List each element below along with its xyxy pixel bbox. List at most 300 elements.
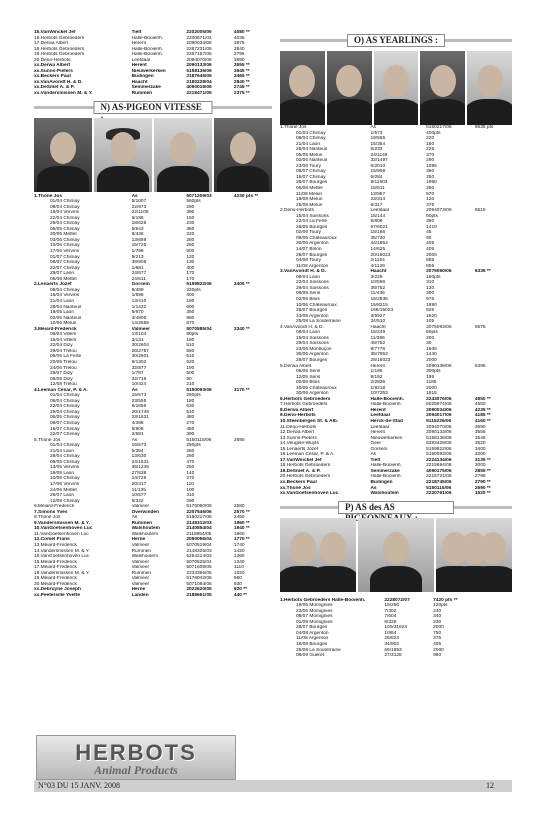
- table-cell: 250: [426, 186, 435, 192]
- table-cell: 08/09 Guéret: [296, 653, 325, 659]
- table-cell: 1770 **: [233, 537, 250, 543]
- table-cell: 260: [186, 243, 195, 249]
- table-cell: [475, 653, 512, 659]
- table-cell: 05/05 Melun: [296, 152, 323, 158]
- table-cell: 280: [186, 237, 195, 243]
- table-cell: 15/8215: [370, 302, 388, 308]
- table-cell: 1860: [233, 531, 245, 537]
- table-cell: 28/07 Bourges: [296, 308, 328, 314]
- table-cell: 2450: [233, 515, 245, 521]
- table-cell: Gorsem: [131, 282, 150, 288]
- table-cell: Valmeer: [131, 581, 150, 587]
- table-cell: 4.VanAvondt H. & D.: [280, 324, 324, 330]
- section-p-banner: [280, 501, 512, 514]
- table-cell: 01/04 Chimay: [50, 199, 80, 205]
- table-cell: 5150093/06: [426, 452, 452, 458]
- table-cell: 5071084/05: [186, 581, 212, 587]
- table-cell: 15.VanWinckel Jef: [34, 30, 76, 35]
- table-cell: 08/04 Chimay: [50, 287, 80, 293]
- table-cell: 30/2601: [131, 354, 149, 360]
- table-cell: 12/08 Chimay: [50, 498, 80, 504]
- table-cell: Leefdaal: [370, 413, 390, 419]
- table-cell: 23/1631: [131, 415, 149, 421]
- table-cell: 20.Herbots Gebroeders: [280, 474, 331, 480]
- table-cell: 30/06 Argenton: [296, 241, 329, 247]
- table-cell: 600: [186, 304, 195, 310]
- table-cell: 08/07 Chimay: [296, 169, 326, 175]
- table-cell: 3/5927: [370, 313, 386, 319]
- table-cell: xx.Beckers Paul: [280, 480, 317, 485]
- group-photo: [280, 518, 356, 592]
- breeder-photo: [327, 51, 372, 125]
- table-cell: 5150217/06: [426, 125, 452, 130]
- table-cell: 960: [233, 576, 242, 582]
- table-cell: 13/104: [131, 332, 147, 338]
- table-cell: Valmeer: [131, 504, 150, 510]
- table-cell: 390: [186, 432, 195, 438]
- table-cell: 400pts: [426, 130, 441, 136]
- table-cell: 450: [186, 426, 195, 432]
- table-cell: 405: [433, 642, 442, 648]
- table-cell: 375: [433, 636, 442, 642]
- table-cell: 10/7353: [370, 391, 388, 397]
- table-cell: 4/398: [131, 420, 144, 426]
- table-cell: 250pts: [186, 443, 201, 449]
- table-cell: Geel: [370, 441, 381, 447]
- table-cell: xx.DeSmet A. & P.: [34, 85, 75, 91]
- table-cell: 570: [426, 191, 435, 197]
- table-cell: 2207546/06: [186, 509, 212, 515]
- table-cell: 20/16023: [370, 252, 391, 258]
- table-cell: 2000: [426, 357, 437, 363]
- table-cell: 5150115/06: [426, 485, 452, 491]
- table-cell: 3/229: [370, 274, 383, 280]
- table-cell: Haacht: [370, 269, 387, 275]
- table-cell: Valmeer: [131, 326, 150, 332]
- table-cell: 290: [426, 158, 435, 164]
- table-cell: 2000: [433, 625, 444, 631]
- table-cell: Herent: [370, 363, 385, 369]
- table-cell: 01/09 Momignies: [296, 619, 333, 625]
- table-cell: 15/573: [131, 393, 147, 399]
- table-cell: As: [131, 387, 138, 393]
- table-cell: 960: [433, 653, 442, 659]
- table-cell: 16/573: [131, 443, 147, 449]
- table-cell: 06/05 Sens: [296, 291, 321, 297]
- table-cell: 18/166: [370, 230, 386, 236]
- table-cell: 80pts: [186, 332, 199, 338]
- table-cell: 3.VanAvondt H. & D.: [280, 269, 326, 275]
- table-cell: 10/06 Châteauroux: [296, 385, 337, 391]
- table-cell: 11/386: [370, 335, 385, 341]
- table-cell: 8/7776: [370, 346, 386, 352]
- table-cell: 9/213: [131, 254, 144, 260]
- table-cell: 14/725: [131, 476, 147, 482]
- table-cell: Valmeer: [131, 565, 150, 571]
- table-cell: 02/06 Nanteuil: [296, 158, 327, 164]
- section-n-photos: [34, 118, 272, 192]
- table-cell: 22/973: [131, 204, 147, 210]
- table-cell: 08/07 Chimay: [50, 420, 80, 426]
- table-cell: 230: [433, 619, 442, 625]
- table-cell: 3/4806: [131, 315, 147, 321]
- table-cell: 01/04 Chimay: [296, 130, 326, 136]
- table-cell: 3400: [474, 446, 486, 452]
- table-cell: 15/04 Vervins: [50, 210, 80, 216]
- table-cell: 5.Thoné Jos: [34, 437, 61, 443]
- table-cell: Semmerzake: [131, 85, 161, 91]
- logo-sub-text: Animal Products: [94, 763, 178, 777]
- table-cell: 03/06 Chimay: [50, 237, 80, 243]
- table-cell: xx.VanAvondt H. & D.: [34, 79, 83, 85]
- group-photo: [436, 518, 512, 592]
- table-cell: 14.Veugelé-Wuyts: [280, 441, 319, 447]
- table-cell: 90: [186, 376, 192, 382]
- table-cell: 15/04 Vervins: [50, 293, 80, 299]
- logo-main-text: HERBOTS: [75, 740, 197, 765]
- table-cell: 6/670: [131, 310, 144, 316]
- table-cell: 01/07 Chimay: [50, 254, 80, 260]
- table-cell: 28/07 Bourges: [296, 357, 328, 363]
- table-cell: 5.Derwa Albert: [280, 363, 312, 369]
- table-cell: 3555: [474, 430, 486, 436]
- table-cell: 38/908: [131, 260, 147, 266]
- table-cell: 5070525/04: [186, 559, 212, 565]
- table-cell: 18/08 Melun: [296, 197, 323, 203]
- table-cell: 360: [186, 226, 195, 232]
- table-cell: 30/2604: [131, 343, 149, 349]
- table-cell: Gorsem: [370, 446, 388, 452]
- table-cell: 2187646/05: [186, 74, 212, 80]
- table-cell: 29/04 Trelou: [50, 348, 77, 354]
- table-cell: 2118954/05: [186, 531, 212, 537]
- table-cell: 2202005/05: [186, 30, 212, 35]
- table-cell: 32/719: [131, 376, 147, 382]
- table-cell: 17/06 Vervins: [50, 249, 80, 255]
- ranking-row: [34, 593, 272, 599]
- table-cell: 08/04 Chimay: [50, 204, 80, 210]
- table-cell: 5070585/04: [186, 326, 212, 332]
- table-cell: 400: [186, 293, 195, 299]
- table-cell: 6383429/06: [426, 441, 452, 447]
- table-cell: Herne: [131, 537, 146, 543]
- table-cell: 5/1007: [131, 199, 147, 205]
- table-cell: 12/08 Trelou: [50, 382, 77, 388]
- table-cell: Rummen: [131, 548, 152, 554]
- table-cell: 4950 **: [474, 396, 491, 402]
- table-cell: 4185 **: [474, 413, 491, 419]
- table-cell: 08/04 Laon: [296, 330, 321, 336]
- table-cell: 4/1129: [370, 263, 385, 269]
- table-cell: 20.Méiard-Frederick: [34, 581, 77, 587]
- table-cell: 15/354: [370, 141, 386, 147]
- table-cell: 23/06 Toury: [296, 163, 321, 169]
- table-cell: Halle-Booienh.: [131, 46, 164, 52]
- table-cell: 2/2836: [370, 380, 386, 386]
- table-cell: 2094070/06: [426, 424, 452, 430]
- table-cell: Overwinden: [131, 509, 160, 515]
- table-cell: 11/135: [131, 487, 146, 493]
- table-cell: 60pts: [426, 330, 438, 336]
- table-cell: 1360: [233, 554, 245, 560]
- table-cell: 14/2658: [131, 321, 149, 327]
- table-cell: 560pts: [186, 199, 201, 205]
- table-cell: 350: [186, 310, 195, 316]
- table-cell: 3690: [474, 424, 486, 430]
- table-cell: 920 **: [233, 587, 247, 593]
- table-cell: 230: [186, 221, 195, 227]
- table-cell: 120: [426, 197, 435, 203]
- breeder-photo: [214, 118, 272, 192]
- page-number: 12: [486, 781, 494, 790]
- table-cell: 18/625: [131, 221, 147, 227]
- table-cell: 7/604: [384, 614, 397, 620]
- table-cell: 2375 **: [233, 91, 250, 97]
- table-cell: 220: [186, 232, 195, 238]
- table-cell: 45: [426, 230, 432, 236]
- table-cell: 110: [186, 482, 194, 487]
- table-cell: Halle-Booienh.: [370, 402, 402, 408]
- table-cell: 1/798: [131, 249, 144, 255]
- table-cell: 5070519/04: [186, 543, 212, 549]
- table-cell: 28/07 Bourges: [296, 625, 328, 631]
- breeder-photo: [34, 118, 92, 192]
- table-cell: 16/511: [370, 186, 385, 192]
- right-column: [280, 30, 512, 659]
- table-cell: 28/16023: [370, 357, 391, 363]
- table-cell: 5159822/06: [186, 282, 212, 288]
- table-cell: 02/06 Blois: [296, 296, 320, 302]
- table-cell: 180: [186, 398, 195, 404]
- table-cell: Halle-Booienh.: [131, 52, 164, 58]
- breeder-photo: [467, 51, 512, 125]
- table-cell: 520: [186, 359, 195, 365]
- table-cell: 06/05 Chimay: [50, 415, 80, 421]
- table-cell: 06/05 La Ferté: [50, 354, 82, 360]
- table-cell: 5158136/06: [186, 68, 212, 74]
- table-cell: 360: [426, 219, 435, 225]
- table-cell: 05/08 Dizy: [50, 376, 73, 382]
- table-cell: 4.Leeman César, P. & A.: [34, 387, 88, 393]
- ranking-row: [34, 91, 272, 97]
- table-cell: 4090016/06: [186, 85, 212, 91]
- table-cell: 1095: [426, 163, 437, 169]
- table-cell: Valmeer: [131, 543, 150, 549]
- table-cell: 3135 **: [474, 457, 491, 463]
- table-cell: 250: [426, 174, 435, 180]
- table-cell: 26/823: [384, 636, 400, 642]
- table-cell: 10/06 Châteauroux: [296, 302, 337, 308]
- table-cell: Rummen: [131, 91, 153, 97]
- table-cell: xx.Peetersille Yvette: [34, 592, 81, 598]
- table-cell: 15/249: [370, 330, 386, 336]
- table-cell: As: [131, 193, 138, 199]
- table-cell: 10/06 Chimay: [50, 476, 80, 482]
- table-cell: 11/08 Argenton: [296, 636, 329, 642]
- table-cell: 1845: [426, 346, 437, 352]
- table-cell: 06/05 Sens: [296, 369, 321, 375]
- table-cell: 14/625: [370, 247, 386, 253]
- table-cell: As: [131, 437, 138, 443]
- table-cell: 1/698: [131, 293, 144, 299]
- table-cell: 2267231/05: [186, 46, 212, 52]
- table-cell: 20/05 Trelou: [50, 359, 77, 365]
- table-cell: 170: [186, 271, 195, 277]
- table-cell: 1/573: [370, 130, 383, 136]
- table-cell: 17.Méiard-Frederick: [34, 565, 77, 571]
- table-cell: 2090133/06: [186, 63, 212, 69]
- ranking-row: [280, 419, 512, 425]
- table-cell: 260pts: [186, 393, 201, 399]
- breeder-photo: [358, 518, 434, 592]
- table-cell: 19/05 Laon: [50, 310, 75, 316]
- table-cell: Budingen: [131, 74, 154, 80]
- table-cell: 13/08 Argenton: [296, 313, 329, 319]
- table-cell: 3545 **: [233, 68, 250, 74]
- table-cell: 825: [426, 308, 435, 314]
- table-cell: xx.VanGoetsenhoven Luc: [280, 491, 339, 497]
- table-cell: 2075093/06: [426, 324, 452, 330]
- table-cell: 180pts: [426, 274, 441, 280]
- table-cell: 19/05 Laon: [50, 470, 75, 476]
- table-cell: 30: [426, 341, 432, 347]
- table-cell: 20/1749: [131, 409, 149, 415]
- table-cell: 13/689: [131, 237, 147, 243]
- table-cell: 12/05 Sens: [296, 374, 321, 380]
- table-cell: 3170 **: [233, 387, 250, 393]
- table-cell: 26/05 Bourges: [296, 224, 328, 230]
- table-cell: 26/2787: [131, 348, 149, 354]
- table-cell: 20/05 Mettet: [50, 232, 77, 238]
- table-cell: 5176042/06: [186, 576, 212, 582]
- table-cell: 3400 **: [233, 282, 250, 288]
- table-cell: 2090138/06: [426, 363, 452, 369]
- table-cell: 29/04 Chimay: [50, 221, 80, 227]
- table-cell: xx.Beckers Paul: [34, 74, 71, 80]
- table-cell: 17.Derwa Albert: [34, 41, 69, 47]
- table-cell: 2090133/06: [426, 430, 452, 436]
- table-cell: 16/2836: [370, 296, 388, 302]
- table-cell: xx.Vandersmissen M. & Y.: [34, 91, 93, 97]
- table-cell: 3545: [474, 435, 486, 441]
- table-cell: 2090034/06: [186, 41, 212, 47]
- table-cell: As: [370, 452, 377, 458]
- table-cell: 1.Thoné Jos: [280, 125, 307, 130]
- table-cell: 1420: [233, 548, 245, 554]
- table-cell: 7/302: [384, 608, 397, 614]
- table-cell: 510: [186, 354, 195, 360]
- table-cell: 32/877: [131, 365, 147, 371]
- table-cell: Haacht: [131, 79, 148, 85]
- table-cell: 13/967: [370, 191, 386, 197]
- table-cell: 2188661/05: [186, 592, 212, 598]
- table-cell: 180: [186, 298, 195, 304]
- table-cell: 470: [186, 459, 195, 465]
- table-cell: 310: [186, 493, 195, 499]
- table-cell: 29/04 Soissons: [296, 341, 329, 347]
- table-cell: 18.Vandersmissen M. & Y.: [34, 570, 90, 576]
- table-cell: 10/424: [131, 382, 147, 388]
- table-cell: 2690: [233, 437, 245, 443]
- table-cell: 29/07 Laon: [50, 493, 75, 499]
- table-cell: 280: [186, 454, 195, 460]
- table-cell: 2267167/05: [186, 52, 212, 58]
- table-cell: 1020: [233, 570, 245, 576]
- table-cell: 48/752: [370, 341, 386, 347]
- table-cell: 14.Vandersmissen M. & Y.: [34, 548, 90, 554]
- table-cell: Nieuwerkerken: [131, 68, 166, 74]
- table-cell: 9/489: [131, 287, 144, 293]
- table-cell: 1.Herbots Gebroeders Halle-Booienh.: [280, 597, 366, 603]
- table-cell: 30/06 Argenton: [296, 391, 329, 397]
- table-cell: 2855 **: [474, 468, 491, 474]
- table-cell: 8.Thoné Jos: [34, 515, 61, 521]
- table-cell: 105: [426, 319, 435, 325]
- table-cell: 2.Deno-Herbots: [280, 208, 314, 214]
- table-cell: 2094073/06: [426, 208, 452, 214]
- table-cell: 27/538: [131, 470, 147, 476]
- table-cell: 35/7853: [370, 352, 388, 358]
- table-cell: 3340 **: [233, 326, 250, 332]
- table-cell: 25/08 Melun: [296, 202, 323, 208]
- table-cell: 5495: [474, 363, 486, 369]
- table-cell: 3/131: [131, 337, 144, 343]
- table-cell: 130: [426, 285, 435, 291]
- table-cell: 04/08 Toury: [296, 258, 321, 264]
- table-cell: 2200671/04: [186, 35, 212, 41]
- table-cell: 3795: [233, 52, 245, 58]
- table-cell: 2790 **: [474, 480, 491, 485]
- table-cell: 4080 **: [233, 30, 250, 35]
- table-cell: 15/07 Chimay: [50, 426, 80, 432]
- table-cell: 15/725: [131, 243, 147, 249]
- table-cell: 5071608/05: [186, 565, 212, 571]
- table-cell: 36/1245: [131, 465, 149, 471]
- table-cell: 10.VanGoetsenhoven Luc: [34, 526, 93, 532]
- table-cell: 166/16023: [370, 308, 394, 314]
- section-o-title: O) AS YEARLINGS :: [347, 34, 445, 47]
- table-cell: 855: [426, 263, 435, 269]
- table-cell: 210: [186, 382, 195, 388]
- table-cell: 22/04 Soissons: [296, 280, 329, 286]
- table-cell: 24/06 Mettet: [50, 487, 77, 493]
- table-cell: Tielt: [131, 30, 142, 35]
- table-cell: 22/07 Chimay: [50, 432, 80, 438]
- table-cell: Leefdaal: [370, 208, 389, 214]
- table-cell: 08/04 Chimay: [50, 398, 80, 404]
- table-cell: 38/752: [370, 285, 386, 291]
- table-cell: 2218745/06: [426, 480, 452, 485]
- table-cell: 130: [186, 260, 195, 266]
- table-cell: 2215721/06: [426, 474, 452, 480]
- table-cell: 60pts: [426, 213, 438, 219]
- table-cell: 1/195: [370, 369, 383, 375]
- table-cell: 24/06 Trelou: [50, 365, 77, 371]
- table-cell: 4090175/06: [426, 468, 452, 474]
- table-cell: 28/07 Bourges: [296, 180, 328, 186]
- table-cell: 2/1154: [370, 258, 385, 264]
- table-cell: 1440: [426, 352, 437, 358]
- table-cell: 2180228/04: [186, 79, 212, 85]
- table-cell: 5150217/06: [186, 515, 212, 521]
- table-cell: 260: [186, 448, 195, 454]
- table-cell: 08/07 Chimay: [50, 260, 80, 266]
- table-cell: 2050056/04: [186, 537, 212, 543]
- table-cell: 11/08 Melun: [296, 191, 323, 197]
- table-cell: 310: [426, 280, 435, 286]
- table-cell: 2228072/07: [384, 597, 410, 603]
- table-cell: 440 **: [233, 592, 247, 598]
